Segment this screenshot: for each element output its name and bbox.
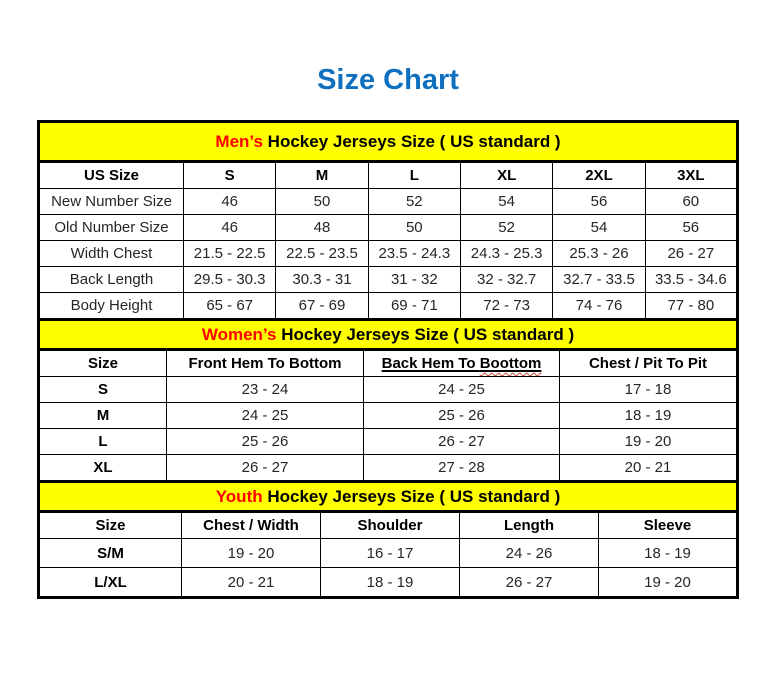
cell: 48 (276, 215, 368, 241)
youth-title-rest: Hockey Jerseys Size ( US standard ) (262, 486, 561, 506)
row-label: Body Height (39, 293, 184, 320)
cell: 60 (645, 189, 737, 215)
youth-col-header: Chest / Width (182, 512, 321, 539)
mens-title-band (39, 122, 738, 162)
cell: 52 (460, 215, 552, 241)
table-row (39, 455, 738, 482)
row-label: Back Length (39, 267, 184, 293)
mens-col-header: 2XL (553, 162, 645, 189)
table-row (39, 267, 738, 293)
mens-col-header: 3XL (645, 162, 737, 189)
cell: 21.5 - 22.5 (184, 241, 276, 267)
mens-title-cell (39, 122, 738, 162)
womens-title-band (39, 320, 738, 350)
table-row (39, 293, 738, 320)
cell: 26 - 27 (645, 241, 737, 267)
cell: 26 - 27 (460, 568, 599, 598)
cell: 26 - 27 (364, 429, 560, 455)
cell: 29.5 - 30.3 (184, 267, 276, 293)
cell: 69 - 71 (368, 293, 460, 320)
cell: 30.3 - 31 (276, 267, 368, 293)
mens-size-table (37, 120, 739, 321)
cell: 33.5 - 34.6 (645, 267, 737, 293)
cell: 25 - 26 (364, 403, 560, 429)
cell: 18 - 19 (599, 539, 738, 568)
cell: 24 - 25 (167, 403, 364, 429)
womens-col-header: Chest / Pit To Pit (560, 350, 738, 377)
womens-col-header-underlined (364, 350, 560, 377)
womens-col-header: Front Hem To Bottom (167, 350, 364, 377)
youth-header-row (39, 512, 738, 539)
youth-col-header: Length (460, 512, 599, 539)
cell: 16 - 17 (321, 539, 460, 568)
youth-title-cell (39, 482, 738, 512)
cell: 26 - 27 (167, 455, 364, 482)
table-row (39, 429, 738, 455)
youth-title-red-word: Youth (215, 486, 263, 506)
cell: 54 (553, 215, 645, 241)
cell: 77 - 80 (645, 293, 737, 320)
row-label: Width Chest (39, 241, 184, 267)
cell: 56 (553, 189, 645, 215)
cell: 46 (184, 215, 276, 241)
mens-col-header: M (276, 162, 368, 189)
row-label: New Number Size (39, 189, 184, 215)
table-row (39, 189, 738, 215)
row-label: Old Number Size (39, 215, 184, 241)
womens-col-header: Size (39, 350, 167, 377)
cell: 19 - 20 (599, 568, 738, 598)
cell: 17 - 18 (560, 377, 738, 403)
mens-col-header: US Size (39, 162, 184, 189)
cell: 72 - 73 (460, 293, 552, 320)
cell: 32.7 - 33.5 (553, 267, 645, 293)
youth-col-header: Shoulder (321, 512, 460, 539)
cell: 24.3 - 25.3 (460, 241, 552, 267)
mens-col-header: L (368, 162, 460, 189)
cell: 25.3 - 26 (553, 241, 645, 267)
cell: 31 - 32 (368, 267, 460, 293)
cell: 18 - 19 (321, 568, 460, 598)
table-row (39, 377, 738, 403)
womens-title-cell (39, 320, 738, 350)
cell: 20 - 21 (182, 568, 321, 598)
cell: 50 (368, 215, 460, 241)
table-row (39, 403, 738, 429)
table-row (39, 568, 738, 598)
cell: 46 (184, 189, 276, 215)
row-label: L/XL (39, 568, 182, 598)
size-chart-tables (37, 120, 739, 599)
cell: 25 - 26 (167, 429, 364, 455)
table-row (39, 241, 738, 267)
cell: 19 - 20 (560, 429, 738, 455)
mens-col-header: S (184, 162, 276, 189)
youth-size-table (37, 480, 739, 599)
table-row (39, 215, 738, 241)
cell: 65 - 67 (184, 293, 276, 320)
cell: 22.5 - 23.5 (276, 241, 368, 267)
row-label: S (39, 377, 167, 403)
cell: 23 - 24 (167, 377, 364, 403)
womens-header-row (39, 350, 738, 377)
mens-header-row (39, 162, 738, 189)
mens-title-red-word: Men’s (215, 131, 263, 151)
cell: 54 (460, 189, 552, 215)
row-label: M (39, 403, 167, 429)
cell: 24 - 26 (460, 539, 599, 568)
row-label: XL (39, 455, 167, 482)
misspelled-word: Boottom (479, 355, 542, 372)
womens-size-table (37, 318, 739, 483)
back-hem-prefix: Back Hem To (381, 355, 480, 372)
row-label: L (39, 429, 167, 455)
mens-col-header: XL (460, 162, 552, 189)
cell: 24 - 25 (364, 377, 560, 403)
cell: 67 - 69 (276, 293, 368, 320)
cell: 23.5 - 24.3 (368, 241, 460, 267)
row-label: S/M (39, 539, 182, 568)
cell: 18 - 19 (560, 403, 738, 429)
cell: 20 - 21 (560, 455, 738, 482)
womens-title-rest: Hockey Jerseys Size ( US standard ) (276, 324, 575, 344)
womens-title-red-word: Women’s (201, 324, 277, 344)
cell: 27 - 28 (364, 455, 560, 482)
cell: 19 - 20 (182, 539, 321, 568)
page-title: Size Chart (317, 64, 459, 96)
cell: 52 (368, 189, 460, 215)
table-row (39, 539, 738, 568)
cell: 74 - 76 (553, 293, 645, 320)
cell: 56 (645, 215, 737, 241)
youth-col-header: Sleeve (599, 512, 738, 539)
cell: 32 - 32.7 (460, 267, 552, 293)
mens-title-rest: Hockey Jerseys Size ( US standard ) (262, 131, 561, 151)
youth-title-band (39, 482, 738, 512)
youth-col-header: Size (39, 512, 182, 539)
cell: 50 (276, 189, 368, 215)
